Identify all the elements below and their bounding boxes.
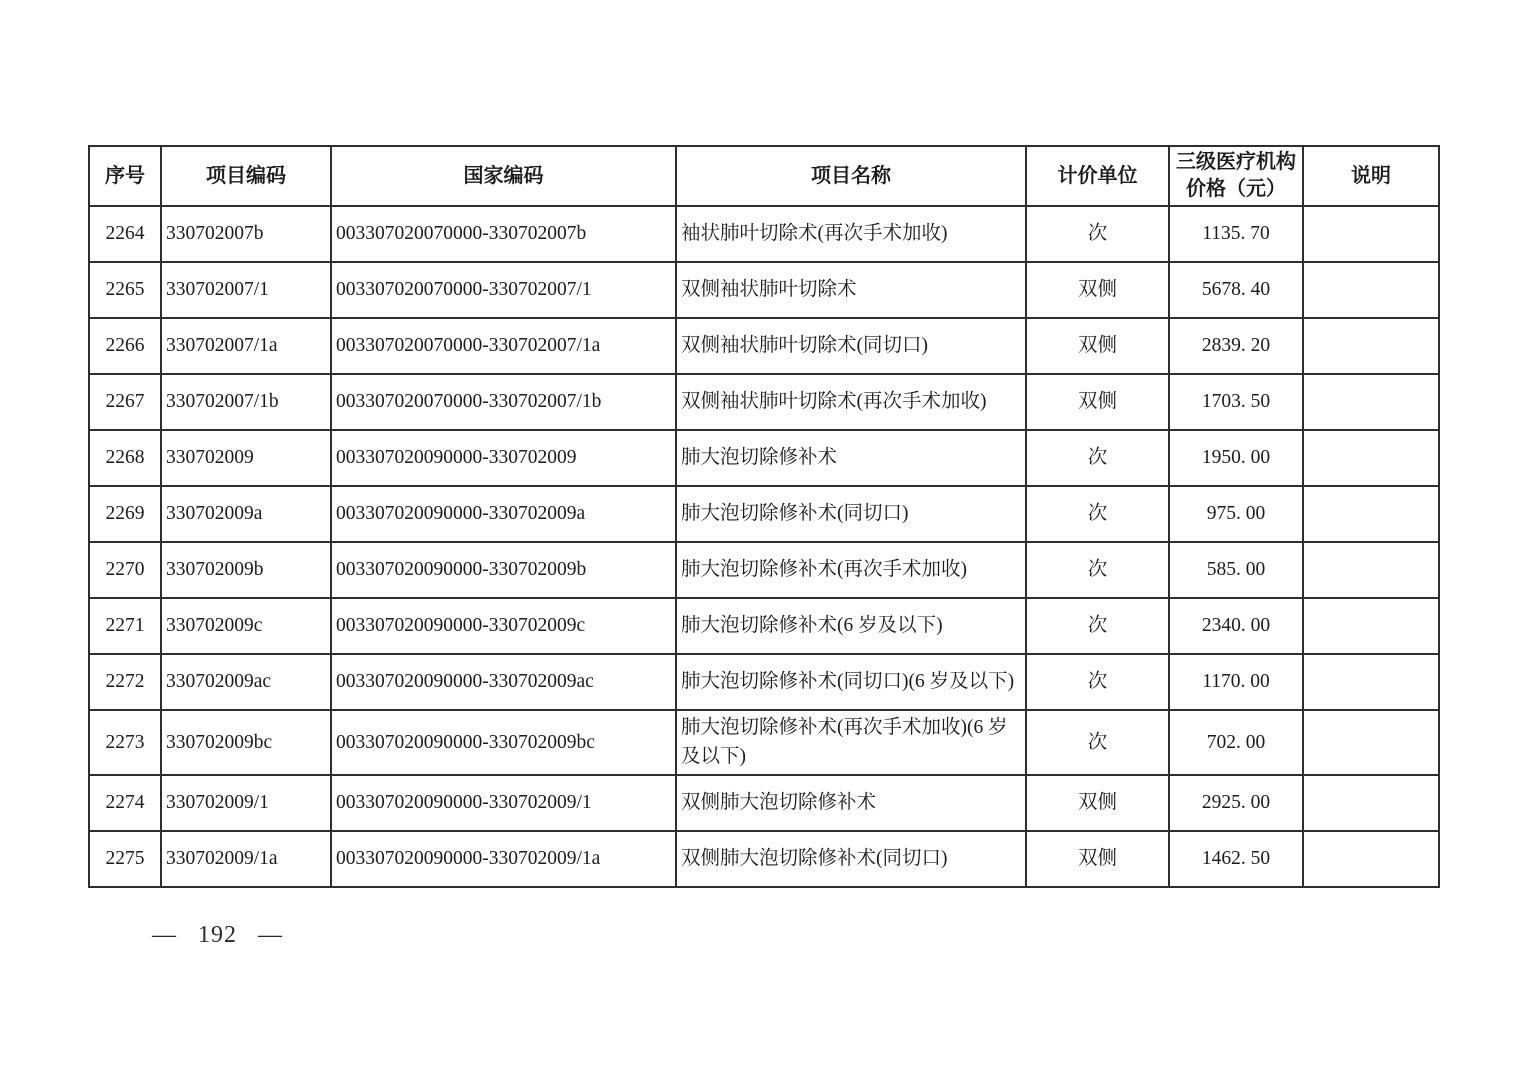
cell-seq: 2274 bbox=[89, 775, 161, 831]
cell-seq: 2268 bbox=[89, 430, 161, 486]
cell-item-code: 330702009a bbox=[161, 486, 331, 542]
cell-unit: 次 bbox=[1026, 206, 1169, 262]
cell-note bbox=[1303, 486, 1439, 542]
cell-price-tier3: 2839. 20 bbox=[1169, 318, 1303, 374]
cell-unit: 次 bbox=[1026, 710, 1169, 775]
cell-unit: 双侧 bbox=[1026, 374, 1169, 430]
cell-note bbox=[1303, 430, 1439, 486]
cell-unit: 双侧 bbox=[1026, 831, 1169, 887]
cell-note bbox=[1303, 710, 1439, 775]
cell-item-code: 330702009bc bbox=[161, 710, 331, 775]
cell-unit: 双侧 bbox=[1026, 262, 1169, 318]
cell-note bbox=[1303, 262, 1439, 318]
price-table bbox=[88, 145, 1440, 888]
cell-item-code: 330702009c bbox=[161, 598, 331, 654]
cell-national-code: 003307020070000-330702007/1b bbox=[331, 374, 676, 430]
cell-price-tier3: 702. 00 bbox=[1169, 710, 1303, 775]
cell-item-name: 双侧袖状肺叶切除术 bbox=[676, 262, 1026, 318]
cell-item-name: 双侧肺大泡切除修补术(同切口) bbox=[676, 831, 1026, 887]
cell-item-name: 肺大泡切除修补术(6 岁及以下) bbox=[676, 598, 1026, 654]
cell-item-name: 袖状肺叶切除术(再次手术加收) bbox=[676, 206, 1026, 262]
header-row bbox=[89, 146, 1439, 206]
col-header-item-name: 项目名称 bbox=[676, 146, 1026, 206]
col-header-unit: 计价单位 bbox=[1026, 146, 1169, 206]
col-header-national-code: 国家编码 bbox=[331, 146, 676, 206]
cell-national-code: 003307020090000-330702009/1 bbox=[331, 775, 676, 831]
cell-item-name: 双侧袖状肺叶切除术(再次手术加收) bbox=[676, 374, 1026, 430]
cell-unit: 次 bbox=[1026, 598, 1169, 654]
col-header-note: 说明 bbox=[1303, 146, 1439, 206]
cell-seq: 2275 bbox=[89, 831, 161, 887]
cell-item-code: 330702009/1 bbox=[161, 775, 331, 831]
cell-note bbox=[1303, 374, 1439, 430]
cell-seq: 2264 bbox=[89, 206, 161, 262]
cell-national-code: 003307020090000-330702009c bbox=[331, 598, 676, 654]
cell-seq: 2269 bbox=[89, 486, 161, 542]
table-row bbox=[89, 206, 1439, 262]
cell-national-code: 003307020090000-330702009 bbox=[331, 430, 676, 486]
cell-seq: 2271 bbox=[89, 598, 161, 654]
cell-unit: 双侧 bbox=[1026, 318, 1169, 374]
col-header-item-code: 项目编码 bbox=[161, 146, 331, 206]
cell-unit: 次 bbox=[1026, 654, 1169, 710]
table-row bbox=[89, 262, 1439, 318]
cell-item-name: 双侧肺大泡切除修补术 bbox=[676, 775, 1026, 831]
cell-national-code: 003307020090000-330702009/1a bbox=[331, 831, 676, 887]
cell-seq: 2266 bbox=[89, 318, 161, 374]
cell-price-tier3: 1135. 70 bbox=[1169, 206, 1303, 262]
price-table-container bbox=[88, 145, 1440, 888]
table-row bbox=[89, 430, 1439, 486]
cell-item-code: 330702009ac bbox=[161, 654, 331, 710]
cell-unit: 双侧 bbox=[1026, 775, 1169, 831]
cell-national-code: 003307020090000-330702009bc bbox=[331, 710, 676, 775]
cell-note bbox=[1303, 318, 1439, 374]
cell-seq: 2270 bbox=[89, 542, 161, 598]
cell-note bbox=[1303, 542, 1439, 598]
cell-national-code: 003307020070000-330702007/1a bbox=[331, 318, 676, 374]
cell-price-tier3: 2925. 00 bbox=[1169, 775, 1303, 831]
cell-price-tier3: 1170. 00 bbox=[1169, 654, 1303, 710]
cell-price-tier3: 1950. 00 bbox=[1169, 430, 1303, 486]
cell-note bbox=[1303, 775, 1439, 831]
cell-national-code: 003307020090000-330702009b bbox=[331, 542, 676, 598]
table-row bbox=[89, 318, 1439, 374]
table-row bbox=[89, 775, 1439, 831]
cell-seq: 2265 bbox=[89, 262, 161, 318]
cell-seq: 2267 bbox=[89, 374, 161, 430]
table-row bbox=[89, 654, 1439, 710]
cell-item-name: 肺大泡切除修补术(再次手术加收)(6 岁及以下) bbox=[676, 710, 1026, 775]
page-number: — 192 — bbox=[152, 922, 283, 948]
cell-item-code: 330702007/1b bbox=[161, 374, 331, 430]
cell-national-code: 003307020070000-330702007b bbox=[331, 206, 676, 262]
table-row bbox=[89, 710, 1439, 775]
cell-price-tier3: 585. 00 bbox=[1169, 542, 1303, 598]
cell-price-tier3: 975. 00 bbox=[1169, 486, 1303, 542]
cell-item-name: 肺大泡切除修补术(再次手术加收) bbox=[676, 542, 1026, 598]
cell-item-code: 330702007/1 bbox=[161, 262, 331, 318]
cell-item-name: 肺大泡切除修补术(同切口)(6 岁及以下) bbox=[676, 654, 1026, 710]
table-row bbox=[89, 598, 1439, 654]
cell-national-code: 003307020090000-330702009ac bbox=[331, 654, 676, 710]
table-row bbox=[89, 374, 1439, 430]
cell-item-name: 肺大泡切除修补术 bbox=[676, 430, 1026, 486]
cell-item-code: 330702009/1a bbox=[161, 831, 331, 887]
table-row bbox=[89, 542, 1439, 598]
cell-item-code: 330702007b bbox=[161, 206, 331, 262]
cell-item-name: 肺大泡切除修补术(同切口) bbox=[676, 486, 1026, 542]
cell-price-tier3: 1462. 50 bbox=[1169, 831, 1303, 887]
table-row bbox=[89, 831, 1439, 887]
col-header-price-tier3: 三级医疗机构价格（元） bbox=[1169, 146, 1303, 206]
price-table-body bbox=[89, 206, 1439, 887]
table-row bbox=[89, 486, 1439, 542]
cell-price-tier3: 5678. 40 bbox=[1169, 262, 1303, 318]
cell-item-code: 330702009 bbox=[161, 430, 331, 486]
cell-item-name: 双侧袖状肺叶切除术(同切口) bbox=[676, 318, 1026, 374]
cell-item-code: 330702007/1a bbox=[161, 318, 331, 374]
cell-note bbox=[1303, 654, 1439, 710]
cell-unit: 次 bbox=[1026, 542, 1169, 598]
cell-unit: 次 bbox=[1026, 486, 1169, 542]
cell-note bbox=[1303, 831, 1439, 887]
cell-national-code: 003307020070000-330702007/1 bbox=[331, 262, 676, 318]
cell-seq: 2273 bbox=[89, 710, 161, 775]
cell-note bbox=[1303, 598, 1439, 654]
col-header-seq: 序号 bbox=[89, 146, 161, 206]
cell-unit: 次 bbox=[1026, 430, 1169, 486]
cell-item-code: 330702009b bbox=[161, 542, 331, 598]
cell-seq: 2272 bbox=[89, 654, 161, 710]
cell-price-tier3: 1703. 50 bbox=[1169, 374, 1303, 430]
cell-price-tier3: 2340. 00 bbox=[1169, 598, 1303, 654]
cell-national-code: 003307020090000-330702009a bbox=[331, 486, 676, 542]
cell-note bbox=[1303, 206, 1439, 262]
